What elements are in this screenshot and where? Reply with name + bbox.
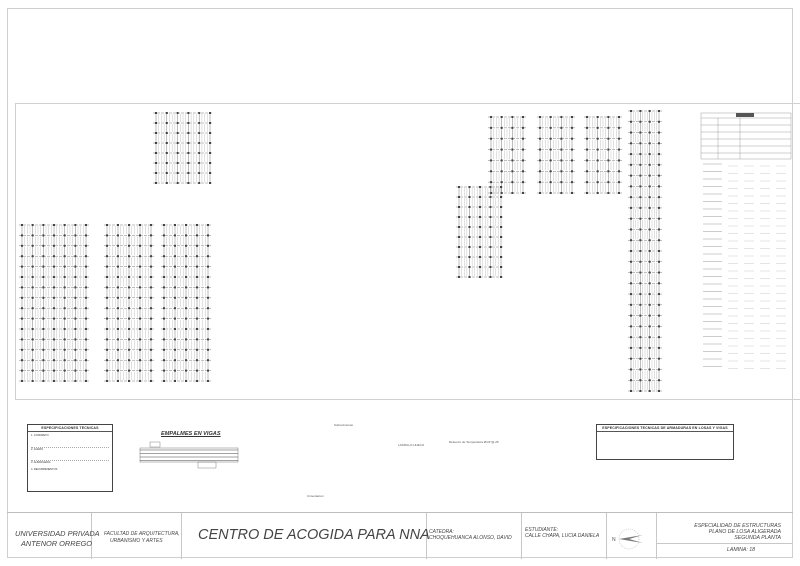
empalmes-title: EMPALMES EN VIGAS [161,431,221,437]
column-foundation-detail [255,425,385,495]
specialty-line3: SEGUNDA PLANTA [734,535,781,541]
student-value: CALLE CHAPA, LUCIA DANIELA [525,533,600,539]
detail-label-bottom: Cimentacion [307,494,324,498]
student-label: ESTUDIANTE: [525,527,559,533]
spec-line: 4. RECUBRIMIENTOS [31,468,58,472]
plan-block-left-3 [160,222,212,384]
plan-block-left-1 [18,222,90,384]
project-title-cell [182,513,430,559]
side-schedule-table [700,112,793,376]
university-cell [7,513,100,559]
armaduras-specs-lines [597,432,733,458]
plan-block-top-center [152,110,214,186]
spec-line: 1. CONCRETO [31,434,49,437]
svg-text:N: N [612,537,616,543]
ladrillo-label: LADRILLO HUECO [398,443,425,447]
plan-block-right-low [455,184,505,280]
university-name-line1: UNIVERSIDAD PRIVADA [15,529,100,538]
slab-section-detail [400,452,528,486]
specialty-cell [657,513,793,559]
north-arrow-cell [607,513,657,559]
plan-block-right-tall [627,108,663,394]
specialty-line1: ESPECIALIDAD DE ESTRUCTURAS [694,523,781,529]
project-title: CENTRO DE ACOGIDA PARA NNA [198,527,430,543]
plan-block-right-2 [536,114,576,196]
catedra-value: CHOQUEHUANCA ALONSO, DAVID [429,535,512,541]
catedra-label: CATEDRA: [429,529,454,535]
technical-specs-title: ESPECIFICACIONES TECNICAS [28,425,112,432]
specialty-line2: PLANO DE LOSA ALIGERADA [708,529,781,535]
north-arrow-icon [607,513,657,559]
plan-block-right-3 [583,114,623,196]
detail-label-top: Sobrecimiento [334,423,354,427]
empalmes-detail [138,440,240,474]
armaduras-specs-box [596,424,734,460]
catedra-cell [427,513,522,559]
faculty-cell [92,513,182,559]
lamina-number: LAMINA: 18 [727,547,755,553]
armaduras-specs-title: ESPECIFICACIONES TECNICAS DE ARMADURAS EN LOSAS Y VIGAS [597,425,733,432]
column-section-schedule [558,464,773,494]
plan-block-left-2 [103,222,155,384]
technical-specs-box [27,424,113,492]
university-name-line2: ANTENOR ORREGO [21,539,93,548]
spec-line: 3. ALBAÑILERIA [31,460,51,464]
refuerzo-label: Refuerzo de Temperatura Ø1/4"@.25 [449,440,499,444]
spec-line: 2. ACERO [31,448,43,452]
faculty-line1: FACULTAD DE ARQUITECTURA, [104,531,180,537]
student-cell [522,513,607,559]
title-block [7,512,793,559]
faculty-line2: URBANISMO Y ARTES [110,538,163,544]
